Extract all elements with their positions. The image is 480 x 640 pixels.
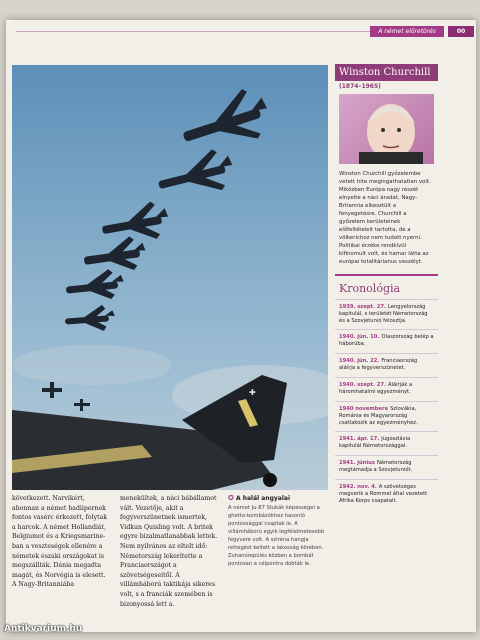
page-header [6, 24, 478, 38]
chronology-item: 1940 novembere Szlovákia, Románia és Magyarország csatlakozik az egyezményhez. [335, 401, 438, 431]
chronology-item: 1940. szept. 27. Aláírják a háromhatalmi egyezményt. [335, 377, 438, 401]
section-title: A német előretörés [370, 26, 444, 37]
churchill-portrait [339, 94, 434, 164]
caption-title [228, 494, 330, 502]
star-icon: ✪ [228, 494, 234, 502]
svg-text:✚: ✚ [249, 388, 256, 397]
chronology-title: Kronológia [339, 282, 401, 295]
sidebar [335, 64, 438, 509]
sidebar-bio: Winston Churchill győzelembe vetett hite megingathatatlan volt. Miközben Európa nagy részét elnyelte a náci áradat, Nagy-Britannia elkesztült a fenyegetésre. Churchill a győzelem kerületeinek előfeltételeit tartotta, de a völkerichoz nem tudott nyerni. Politikai érzéke rendkívül kifinomult volt, és hamar látta az európai totalitárianus veszélyt. [339, 171, 431, 265]
chronology-item: 1941. június Németország megtámadja a Szovjetuniót. [335, 455, 438, 479]
chronology-item: 1942. nov. 4. A szövetséges megverik a Rommel által vezetett Afrika Korps csapatait. [335, 479, 438, 509]
photo-caption [228, 494, 330, 568]
watermark: Antikvarium.hu [4, 624, 83, 634]
sidebar-years: (1874–1965) [339, 83, 381, 90]
stuka-formation-illustration [12, 65, 328, 490]
body-column-1: következett. Narvikért, ahonnan a német hadiipernek fontos vasérc érkezett, folytak a harcok. A német Hollandiát, Belgiumot és a Kriegsmarine-ban a veszteségek ellenére a németek északi országokat is megszállták. Dánia megadta magát, és Norvégia is elesett. A Nagy-Britanniába [12, 495, 108, 589]
chronology-item: 1939. szept. 27. Lengyelország kapitulál, s területét Németország és a Szovjetunió felosztja. [335, 299, 438, 329]
sidebar-title: Winston Churchill [335, 64, 438, 81]
portrait-illustration [339, 94, 434, 164]
body-column-2: menekültek, a náci bábállamot vált. Vezetője, akit a fegyverszünetnek ismertek, Vidkun Quisling volt. A britek egyre bizalmatlanabbak lettek. Nem nyilvános az eltelt idő: Németország lekerítette a Franciaországot a szövetségeseitől. A villámháború taktikája sikeres volt, s a franciák szemében is bizonyossá lett a. [120, 495, 218, 608]
chronology-item: 1941. ápr. 17. Jugoszlávia kapitulál Németországgal. [335, 431, 438, 455]
header-rule [16, 31, 430, 32]
chronology-list [335, 299, 438, 509]
sidebar-divider [335, 274, 438, 276]
caption-title-text: A halál angyalai [235, 495, 291, 502]
chronology-item: 1940. jún. 10. Olaszország belép a háborúba. [335, 329, 438, 353]
page-number: 00 [448, 26, 474, 37]
caption-text: A német Ju-87 Stukák képességei a ghetto-bombázókhoz hasonló pontossággal csaptak le. A villámháború egyik legfélelmetesebb fegyvere volt. A sziréna hangja rettegést keltett a lakosság körében. Zuhanórepülés közben a bombát pontosan a célpontra dobták le. [228, 505, 325, 567]
stuka-photo [12, 65, 328, 490]
chronology-item: 1940. jún. 22. Franciaország aláírja a fegyverszünetet. [335, 353, 438, 377]
